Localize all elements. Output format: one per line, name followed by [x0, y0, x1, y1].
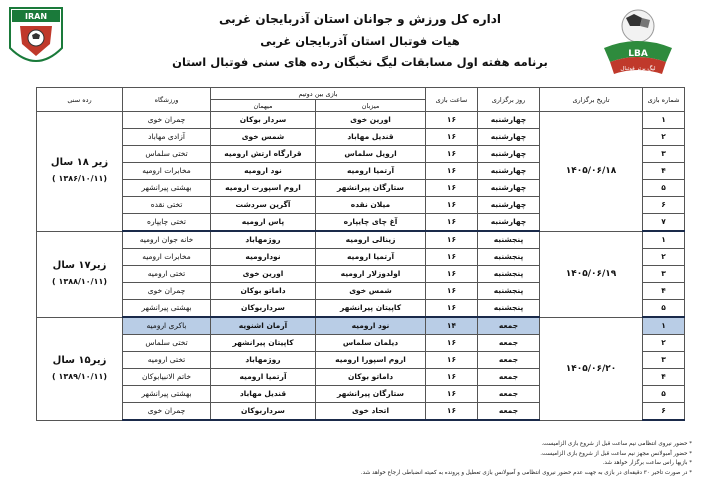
day-cell: جمعه: [478, 369, 540, 386]
time-cell: ۱۶: [426, 300, 478, 318]
date-cell: ۱۴۰۵/۰۶/۱۸: [540, 112, 643, 232]
match-number-cell: ۳: [643, 352, 685, 369]
time-cell: ۱۶: [426, 146, 478, 163]
page-subtitle: هیات فوتبال استان آذربایجان غربی: [260, 34, 460, 48]
iran-football-federation-logo-icon: [6, 4, 66, 76]
host-team-cell: زینالی ارومیه: [316, 231, 426, 249]
host-team-cell: آغ چای چایپاره: [316, 214, 426, 232]
guest-team-cell: قندیل مهاباد: [211, 386, 316, 403]
match-number-cell: ۳: [643, 146, 685, 163]
venue-cell: چمران خوی: [123, 403, 211, 421]
match-number-cell: ۴: [643, 163, 685, 180]
host-team-cell: اروم اسپورا ارومیه: [316, 352, 426, 369]
date-cell: ۱۴۰۵/۰۶/۱۹: [540, 231, 643, 317]
day-cell: پنجشنبه: [478, 283, 540, 300]
age-birthdate-label: (۱۳۸۹/۱۰/۱۱ ): [51, 371, 107, 381]
day-cell: پنجشنبه: [478, 300, 540, 318]
header-guest: میهمان: [211, 100, 316, 112]
guest-team-cell: نودارومیه: [211, 249, 316, 266]
note-line: * حضور نیروی انتظامی نیم ساعت قبل از شروع بازی الزامیست.: [541, 441, 692, 447]
host-team-cell: کاپیتان پیرانشهر: [316, 300, 426, 318]
age-category-label: زیر ۱۸ سال: [50, 157, 109, 169]
host-team-cell: دیلمان سلماس: [316, 335, 426, 352]
notes: [32, 440, 692, 478]
header-day: روز برگزاری: [478, 88, 540, 112]
day-cell: پنجشنبه: [478, 231, 540, 249]
match-number-cell: ۱: [643, 317, 685, 335]
host-team-cell: اولدوزلار ارومیه: [316, 266, 426, 283]
time-cell: ۱۶: [426, 266, 478, 283]
age-category-cell: [37, 231, 123, 317]
day-cell: جمعه: [478, 317, 540, 335]
host-team-cell: نود ارومیه: [316, 317, 426, 335]
day-cell: جمعه: [478, 386, 540, 403]
date-cell: ۱۴۰۵/۰۶/۲۰: [540, 317, 643, 420]
age-birthdate-label: (۱۳۸۸/۱۰/۱۱ ): [51, 277, 107, 286]
day-cell: چهارشنبه: [478, 112, 540, 129]
venue-cell: باکری ارومیه: [123, 317, 211, 335]
match-number-cell: ۴: [643, 283, 685, 300]
day-cell: چهارشنبه: [478, 163, 540, 180]
time-cell: ۱۶: [426, 335, 478, 352]
match-number-cell: ۵: [643, 386, 685, 403]
time-cell: ۱۶: [426, 129, 478, 146]
guest-team-cell: روژمهاباد: [211, 231, 316, 249]
host-team-cell: قندیل مهاباد: [316, 129, 426, 146]
page-heading: برنامه هفته اول مسابقات لیگ نخبگان رده های سنی فوتبال استان: [172, 55, 548, 69]
host-team-cell: میلان نقده: [316, 197, 426, 214]
header-match: بازی بین دوتیم: [211, 88, 426, 100]
lba-logo-icon: [596, 4, 680, 80]
schedule-body: [37, 112, 685, 421]
time-cell: ۱۶: [426, 352, 478, 369]
match-number-cell: ۵: [643, 180, 685, 197]
guest-team-cell: اورین خوی: [211, 266, 316, 283]
guest-team-cell: روژمهاباد: [211, 352, 316, 369]
time-cell: ۱۶: [426, 283, 478, 300]
guest-team-cell: قرارگاه ارتش ارومیه: [211, 146, 316, 163]
day-cell: چهارشنبه: [478, 180, 540, 197]
venue-cell: مخابرات ارومیه: [123, 163, 211, 180]
match-number-cell: ۳: [643, 266, 685, 283]
venue-cell: بهشتی پیرانشهر: [123, 300, 211, 318]
note-line: * حضور آمبولانس مجهز نیم ساعت قبل از شروع بازی الزامیست.: [540, 450, 692, 457]
time-cell: ۱۶: [426, 231, 478, 249]
match-number-cell: ۶: [643, 403, 685, 421]
day-cell: چهارشنبه: [478, 197, 540, 214]
match-number-cell: ۷: [643, 214, 685, 232]
guest-team-cell: پاس ارومیه: [211, 214, 316, 232]
host-team-cell: ستارگان پیرانشهر: [316, 386, 426, 403]
age-category-label: زیر۱۷ سال: [52, 260, 107, 271]
svg-text:IRAN: IRAN: [24, 12, 48, 21]
header: [0, 0, 720, 82]
guest-team-cell: آگرین سردشت: [211, 197, 316, 214]
table-row: [37, 317, 685, 335]
match-number-cell: ۲: [643, 249, 685, 266]
age-category-cell: [37, 112, 123, 232]
header-row-no: شماره بازی: [643, 88, 685, 112]
host-team-cell: آرتمیا ارومیه: [316, 249, 426, 266]
venue-cell: تختی چایپاره: [123, 214, 211, 232]
venue-cell: خانه جوان ارومیه: [123, 231, 211, 249]
venue-cell: تختی ارومیه: [123, 266, 211, 283]
table-row: [37, 231, 685, 249]
venue-cell: تختی ارومیه: [123, 352, 211, 369]
guest-team-cell: اروم اسپورت ارومیه: [211, 180, 316, 197]
guest-team-cell: نود ارومیه: [211, 163, 316, 180]
header-time: ساعت بازی: [426, 88, 478, 112]
venue-cell: بهشتی پیرانشهر: [123, 386, 211, 403]
day-cell: چهارشنبه: [478, 129, 540, 146]
age-category-label: زیر۱۵ سال: [52, 354, 107, 366]
time-cell: ۱۶: [426, 249, 478, 266]
venue-cell: تختی نقده: [123, 197, 211, 214]
day-cell: چهارشنبه: [478, 146, 540, 163]
note-line: * در صورت تاخیر ۳۰ دقیقه‌ای در بازی به جهت عدم حضور نیروی انتظامی و آمبولانس بازی تعطیل و پرونده به کمیته انضباطی ارجاع خواهد شد.: [360, 469, 692, 476]
note-line: * بازیها راس ساعت برگزار خواهد شد.: [602, 460, 692, 466]
guest-team-cell: داماتو بوکان: [211, 283, 316, 300]
venue-cell: تختی سلماس: [123, 335, 211, 352]
match-number-cell: ۵: [643, 300, 685, 318]
venue-cell: چمران خوی: [123, 283, 211, 300]
host-team-cell: شمس خوی: [316, 283, 426, 300]
time-cell: ۱۶: [426, 197, 478, 214]
guest-team-cell: آرمان اشنویه: [211, 317, 316, 335]
time-cell: ۱۶: [426, 163, 478, 180]
host-team-cell: اورین خوی: [316, 112, 426, 129]
match-number-cell: ۶: [643, 197, 685, 214]
header-age: رده سنی: [37, 88, 123, 112]
venue-cell: آزادی مهاباد: [123, 129, 211, 146]
svg-text:لیگ برتر فوتبال: لیگ برتر فوتبال: [620, 66, 656, 72]
day-cell: جمعه: [478, 352, 540, 369]
time-cell: ۱۶: [426, 180, 478, 197]
time-cell: ۱۶: [426, 386, 478, 403]
guest-team-cell: سرداربوکان: [211, 403, 316, 421]
header-venue: ورزشگاه: [123, 88, 211, 112]
guest-team-cell: کاپیتان پیرانشهر: [211, 335, 316, 352]
guest-team-cell: سردار بوکان: [211, 112, 316, 129]
day-cell: چهارشنبه: [478, 214, 540, 232]
venue-cell: تختی سلماس: [123, 146, 211, 163]
time-cell: ۱۴: [426, 317, 478, 335]
guest-team-cell: سرداربوکان: [211, 300, 316, 318]
table-row: [37, 112, 685, 129]
venue-cell: چمران خوی: [123, 112, 211, 129]
age-category-cell: [37, 317, 123, 420]
host-team-cell: داماتو بوکان: [316, 369, 426, 386]
match-number-cell: ۱: [643, 231, 685, 249]
age-birthdate-label: (۱۳۸۶/۱۰/۱۱ ): [51, 174, 107, 184]
venue-cell: خاتم الانبیابوکان: [123, 369, 211, 386]
host-team-cell: اتحاد خوی: [316, 403, 426, 421]
time-cell: ۱۶: [426, 214, 478, 232]
match-number-cell: ۴: [643, 369, 685, 386]
match-number-cell: ۲: [643, 129, 685, 146]
guest-team-cell: آرتمیا ارومیه: [211, 369, 316, 386]
venue-cell: بهشتی پیرانشهر: [123, 180, 211, 197]
match-number-cell: ۲: [643, 335, 685, 352]
guest-team-cell: شمس خوی: [211, 129, 316, 146]
time-cell: ۱۶: [426, 112, 478, 129]
day-cell: جمعه: [478, 403, 540, 421]
schedule-table: [36, 87, 685, 421]
day-cell: پنجشنبه: [478, 266, 540, 283]
lba-logo-text: LBA: [628, 49, 648, 59]
day-cell: جمعه: [478, 335, 540, 352]
time-cell: ۱۶: [426, 369, 478, 386]
host-team-cell: ارویل سلماس: [316, 146, 426, 163]
host-team-cell: ستارگان پیرانشهر: [316, 180, 426, 197]
venue-cell: مخابرات ارومیه: [123, 249, 211, 266]
header-host: میزبان: [316, 100, 426, 112]
match-number-cell: ۱: [643, 112, 685, 129]
time-cell: ۱۶: [426, 403, 478, 421]
host-team-cell: آرتمیا ارومیه: [316, 163, 426, 180]
page-title: اداره کل ورزش و جوانان استان آذربایجان غربی: [218, 12, 502, 26]
header-date: تاریخ برگزاری: [540, 88, 643, 112]
day-cell: پنجشنبه: [478, 249, 540, 266]
